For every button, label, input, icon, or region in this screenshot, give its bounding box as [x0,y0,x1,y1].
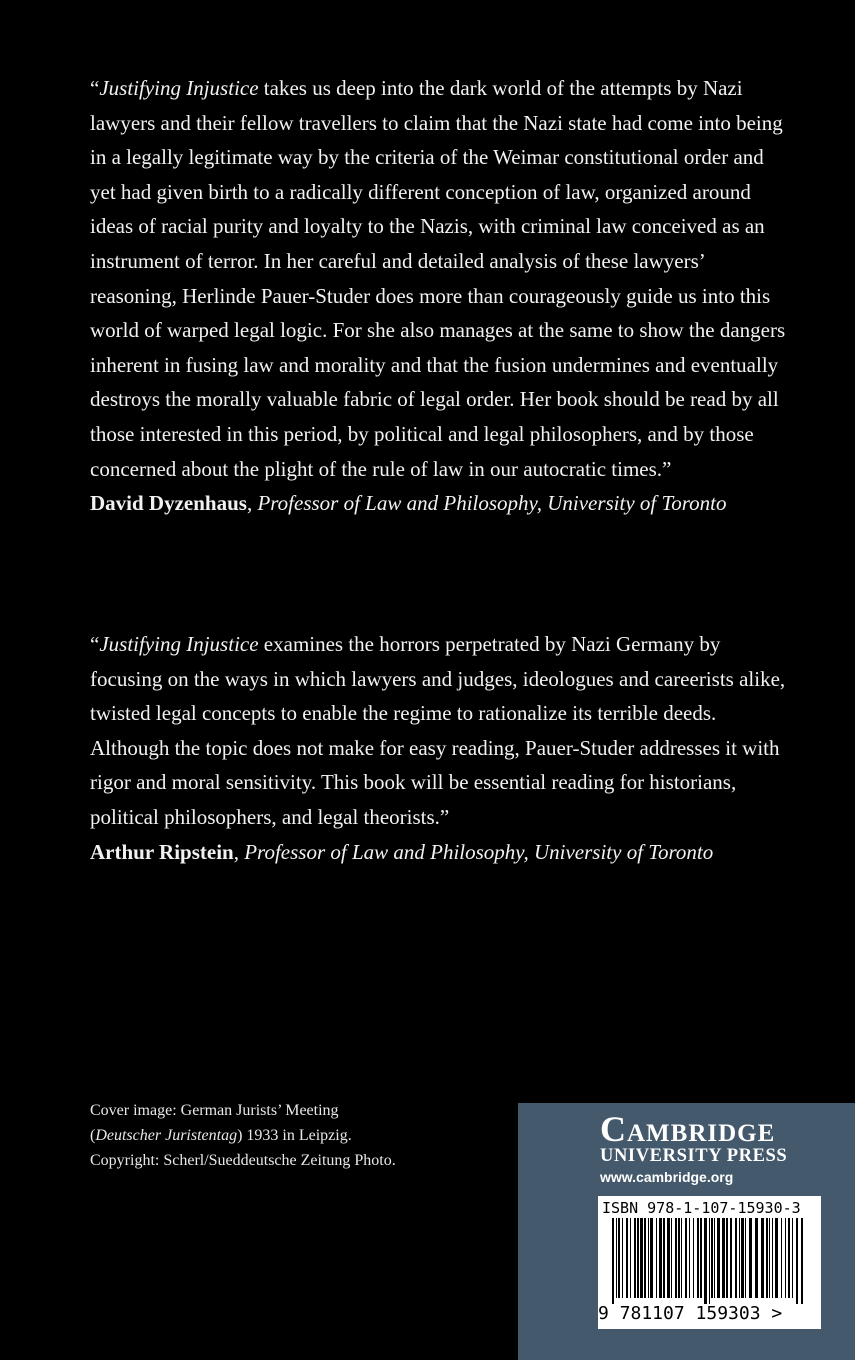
endorsement-ripstein [90,627,790,869]
endorsement-body: takes us deep into the dark world of the attempts by Nazi lawyers and their fellow travellers to claim that the Nazi state had come into being in a legally legitimate way by the criteria of the Weimar constitutional order and yet had given birth to a radically different conception of law, organized around ideas of racial purity and loyalty to the Nazis, with criminal law conceived as an instrument of terror. In her careful and detailed analysis of these lawyers’ reasoning, Herlinde Pauer-Studer does more than courageously guide us into this world of warped legal logic. For she also manages at the same to show the dangers inherent in fusing law and morality and that the fusion undermines and eventually destroys the morally valuable fabric of legal order. Her book should be read by all those interested in this period, by political and legal philosophers, and by those concerned about the plight of the rule of law in our autocratic times.” [90,76,786,481]
barcode-bar [788,1218,790,1298]
barcode-bar [711,1218,713,1298]
separator: , [246,491,258,516]
credit-line-1: Cover image: German Jurists’ Meeting [90,1102,339,1119]
barcode-bar [644,1218,646,1298]
cover-image-credit [90,1098,396,1173]
barcode-bar [801,1218,803,1304]
barcode-bar [704,1218,707,1304]
barcode-bar [681,1218,682,1298]
open-quote: “ [90,632,100,656]
barcode-bar [640,1218,643,1298]
endorser-affiliation: Professor of Law and Philosophy, University of Toronto [257,491,727,516]
barcode-bar [685,1218,687,1298]
event-name: Deutscher Juristentag [95,1127,238,1144]
barcode-bar [648,1218,649,1298]
barcode-bar [697,1218,699,1298]
barcode-bar [709,1218,710,1304]
barcode-bar [634,1218,636,1298]
publisher-logo-name: Cambridge [600,1109,776,1149]
barcode-bar [726,1218,728,1298]
barcode-bars [598,1218,821,1304]
barcode-bar [630,1218,631,1298]
barcode-digits: 9 781107 159303 > [598,1303,783,1324]
publisher-panel [518,1103,855,1360]
barcode-bar [739,1218,740,1298]
barcode-bar [775,1218,778,1298]
credit-line-2-rest: ) 1933 in Leipzig. [237,1127,352,1144]
barcode-bar [749,1218,752,1298]
barcode-bar [722,1218,725,1298]
barcode-bar [675,1218,677,1298]
barcode-bar [637,1218,639,1298]
endorsement-attribution [90,835,790,870]
barcode-bar [785,1218,786,1298]
credit-line-2 [90,1123,396,1148]
endorsement-dyzenhaus [90,71,790,521]
barcode-bar [616,1218,617,1298]
book-title: Justifying Injustice [99,632,259,656]
credit-line-3: Copyright: Scherl/Sueddeutsche Zeitung Photo. [90,1152,396,1169]
separator: , [233,839,245,864]
barcode-bar [772,1218,773,1298]
barcode-bar [671,1218,672,1298]
barcode-bar [755,1218,758,1298]
publisher-url: www.cambridge.org [600,1169,734,1185]
barcode-bar [781,1218,782,1298]
barcode-bar [693,1218,694,1298]
endorser-name: Arthur Ripstein [90,839,234,864]
barcode-bar [714,1218,715,1298]
barcode-bar [766,1218,768,1298]
publisher-subtitle: UNIVERSITY PRESS [600,1146,788,1166]
barcode-bar [717,1218,720,1298]
paren-open: ( [90,1127,96,1144]
barcode-bar [659,1218,662,1298]
barcode-bar [656,1218,657,1298]
open-quote: “ [90,76,100,100]
endorsement-body: examines the horrors perpetrated by Nazi Germany by focusing on the ways in which lawyers and judges, ideologues and careerists alike, twisted legal concepts to enable the regime to rationalize its terrible deeds. Although the topic does not make for easy reading, Pauer-Studer addresses it with rigor and moral sensitivity. This book will be essential reading for historians, political philosophers, and legal theorists.” [90,632,786,829]
isbn-barcode [598,1196,821,1329]
barcode-bar [761,1218,764,1298]
barcode-bar [792,1218,793,1298]
barcode-bar [622,1218,623,1298]
book-title: Justifying Injustice [99,76,259,100]
endorsement-text [90,71,790,486]
isbn-label: ISBN 978-1-107-15930-3 [602,1199,801,1217]
endorser-name: David Dyzenhaus [90,491,247,516]
endorser-affiliation: Professor of Law and Philosophy, University of Toronto [244,839,714,864]
endorsement-attribution [90,486,790,521]
barcode-bar [730,1218,732,1298]
barcode-bar [626,1218,628,1298]
barcode-bar [741,1218,744,1298]
barcode-bar [796,1218,798,1304]
barcode-bar [689,1218,690,1298]
barcode-bar [745,1218,746,1298]
barcode-bar [667,1218,670,1298]
barcode-bar [663,1218,665,1298]
barcode-bar [650,1218,653,1298]
endorsement-text [90,627,790,835]
barcode-bar [618,1218,620,1298]
barcode-bar [769,1218,770,1298]
barcode-bar [700,1218,702,1298]
barcode-bar [735,1218,737,1298]
barcode-bar [678,1218,680,1298]
barcode-bar [612,1218,614,1304]
